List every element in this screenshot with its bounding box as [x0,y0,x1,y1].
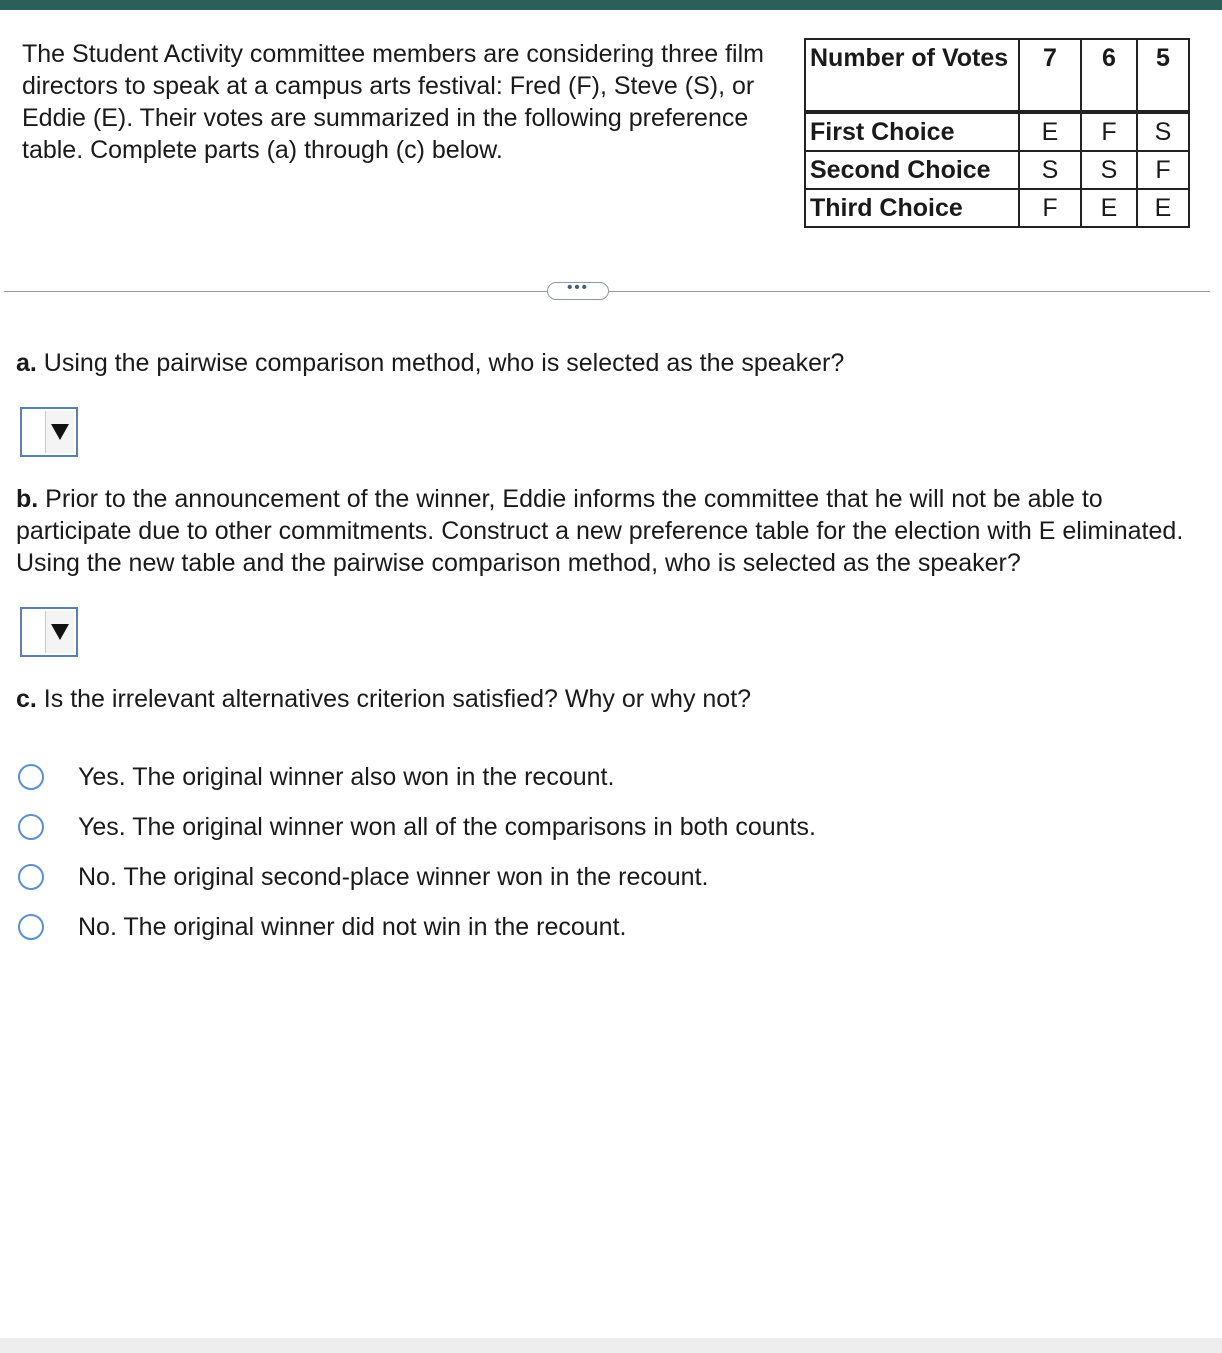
radio-button[interactable] [18,764,44,790]
question-c [16,683,1206,715]
table-row-second-choice [805,151,1189,189]
radio-button[interactable] [18,914,44,940]
answer-option[interactable] [18,861,709,893]
problem-statement: The Student Activity committee members are considering three film directors to speak at a campus arts festival: Fred (F), Steve (S), or Eddie (E). Their votes are summarized in the following preference table. Complete parts (a) through (c) below. [22,40,764,164]
table-row-third-choice [805,189,1189,227]
table-cell: S [1019,151,1081,189]
option-label[interactable]: Yes. The original winner also won in the recount. [78,763,615,791]
table-cell: E [1081,189,1137,227]
question-a-letter: a. [16,349,37,377]
table-cell: F [1137,151,1189,189]
question-b [16,483,1211,579]
preference-table [804,38,1190,228]
answer-option[interactable] [18,761,615,793]
question-a [16,347,1206,379]
dropdown-arrow-button[interactable] [45,411,74,453]
table-cell: E [1019,112,1081,151]
caret-down-icon [51,424,69,440]
more-button[interactable]: ••• [547,282,609,300]
table-cell: S [1137,112,1189,151]
table-cell: E [1137,189,1189,227]
table-row-first-choice [805,112,1189,151]
question-b-text: Prior to the announcement of the winner, Eddie informs the committee that he will not be able to participate due to other commitments. Construct a new preference table for the election with E eliminated. Using the new table and the pairwise comparison method, who is selected as the speaker? [16,485,1184,577]
question-c-letter: c. [16,685,37,713]
table-cell: S [1081,151,1137,189]
bottom-bar [0,1338,1222,1353]
answer-option[interactable] [18,811,816,843]
question-b-letter: b. [16,485,39,513]
answer-option[interactable] [18,911,627,943]
votes-col-3: 5 [1137,39,1189,112]
option-label[interactable]: No. The original second-place winner won in the recount. [78,863,709,891]
row-label: Second Choice [805,151,1019,189]
radio-button[interactable] [18,814,44,840]
number-of-votes-label: Number of Votes [805,39,1019,112]
answer-b-dropdown[interactable] [20,607,78,657]
table-row-votes [805,39,1189,112]
question-c-text: Is the irrelevant alternatives criterion satisfied? Why or why not? [36,685,752,713]
caret-down-icon [51,624,69,640]
top-banner [0,0,1222,10]
votes-col-1: 7 [1019,39,1081,112]
row-label: Third Choice [805,189,1019,227]
option-label[interactable]: Yes. The original winner won all of the comparisons in both counts. [78,813,816,841]
row-label: First Choice [805,112,1019,151]
table-cell: F [1081,112,1137,151]
table-cell: F [1019,189,1081,227]
question-a-text: Using the pairwise comparison method, who is selected as the speaker? [36,349,845,377]
option-label[interactable]: No. The original winner did not win in the recount. [78,913,627,941]
answer-a-dropdown[interactable] [20,407,78,457]
dropdown-arrow-button[interactable] [45,611,74,653]
votes-col-2: 6 [1081,39,1137,112]
radio-button[interactable] [18,864,44,890]
